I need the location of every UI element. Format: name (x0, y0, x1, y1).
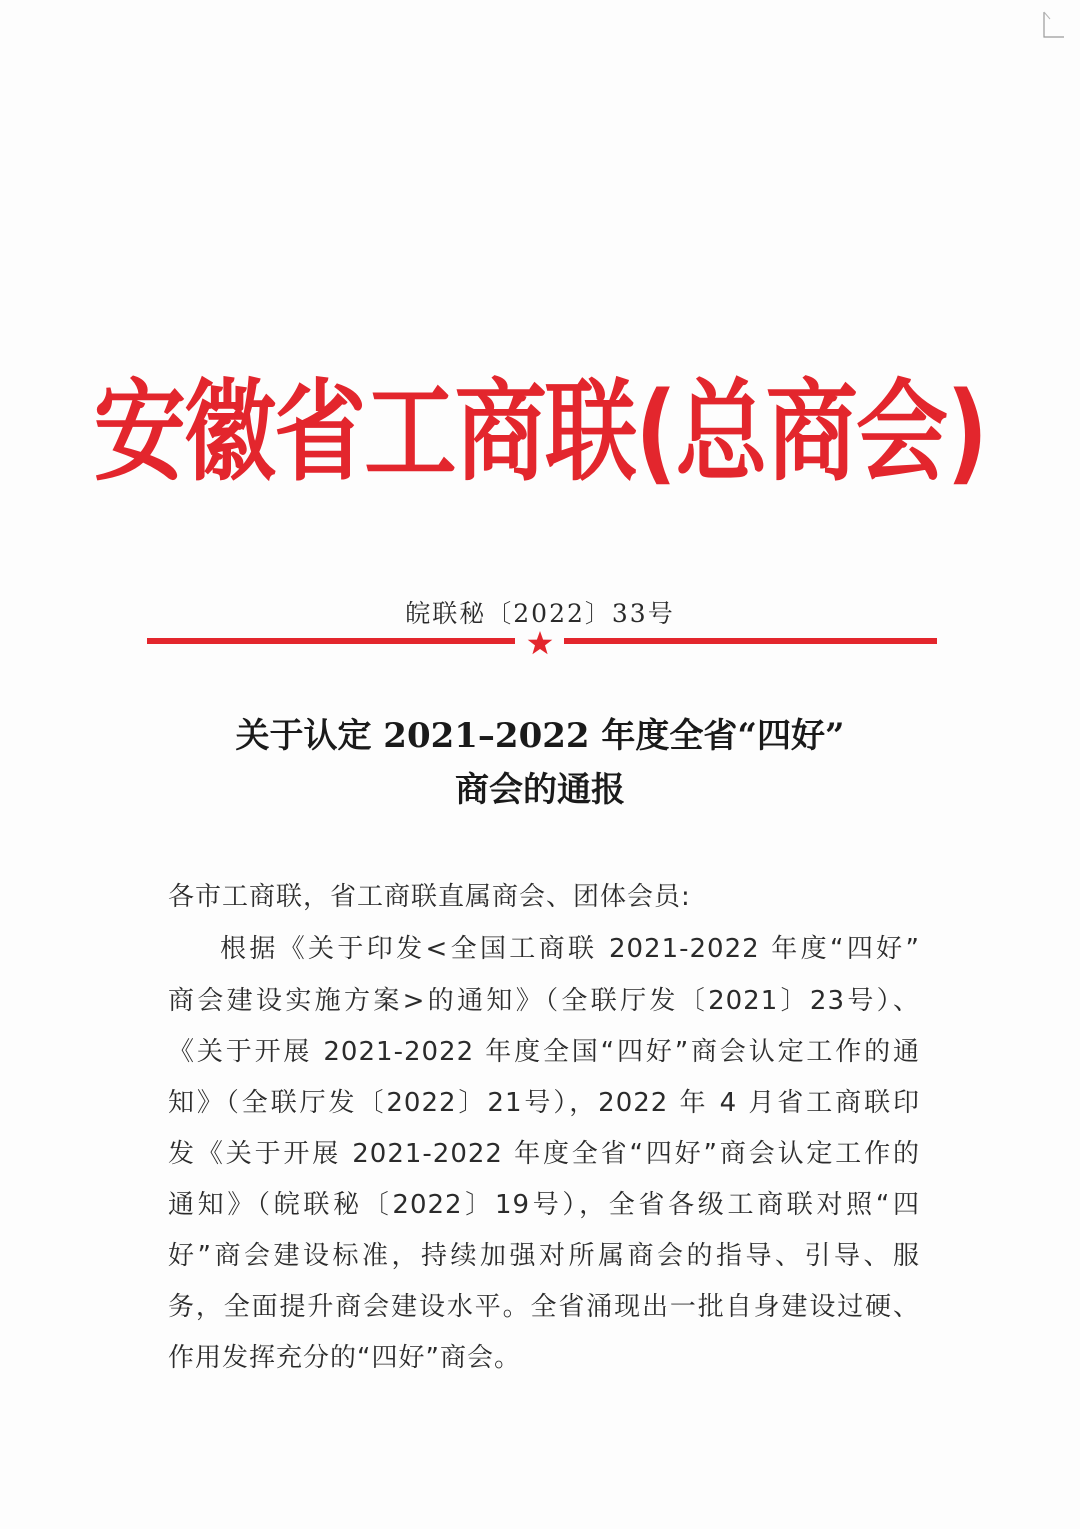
page-corner-mark-icon (1040, 10, 1066, 40)
red-star-icon (527, 630, 553, 656)
paragraph-line: 作用发挥充分的“四好”商会。 (168, 1343, 521, 1373)
document-number: 皖联秘〔2022〕33号 (405, 599, 675, 628)
letterhead-org-name: 安徽省工商联(总商会) (93, 368, 987, 497)
document-title-line-1: 关于认定 2021–2022 年度全省“四好” (235, 716, 845, 756)
salutation: 各市工商联，省工商联直属商会、团体会员: (168, 882, 691, 912)
paragraph-line: 务，全面提升商会建设水平。全省涌现出一批自身建设过硬、 (168, 1292, 920, 1322)
paragraph-line: 发《关于开展 2021-2022 年度全省“四好”商会认定工作的 (168, 1139, 920, 1169)
paragraph-line: 好”商会建设标准，持续加强对所属商会的指导、引导、服 (168, 1241, 920, 1271)
document-title-line-2: 商会的通报 (455, 770, 625, 810)
paragraph-line: 通知》（皖联秘〔2022〕19号），全省各级工商联对照“四 (168, 1190, 920, 1220)
paragraph-line: 根据《关于印发<全国工商联 2021-2022 年度“四好” (220, 934, 920, 964)
paragraph-line: 知》（全联厅发〔2022〕21号），2022 年 4 月省工商联印 (168, 1088, 920, 1118)
red-rule-left (147, 638, 515, 644)
paragraph-line: 商会建设实施方案>的通知》（全联厅发〔2021〕23号）、 (168, 986, 920, 1016)
paragraph-line: 《关于开展 2021-2022 年度全国“四好”商会认定工作的通 (168, 1037, 920, 1067)
red-rule-right (564, 638, 937, 644)
